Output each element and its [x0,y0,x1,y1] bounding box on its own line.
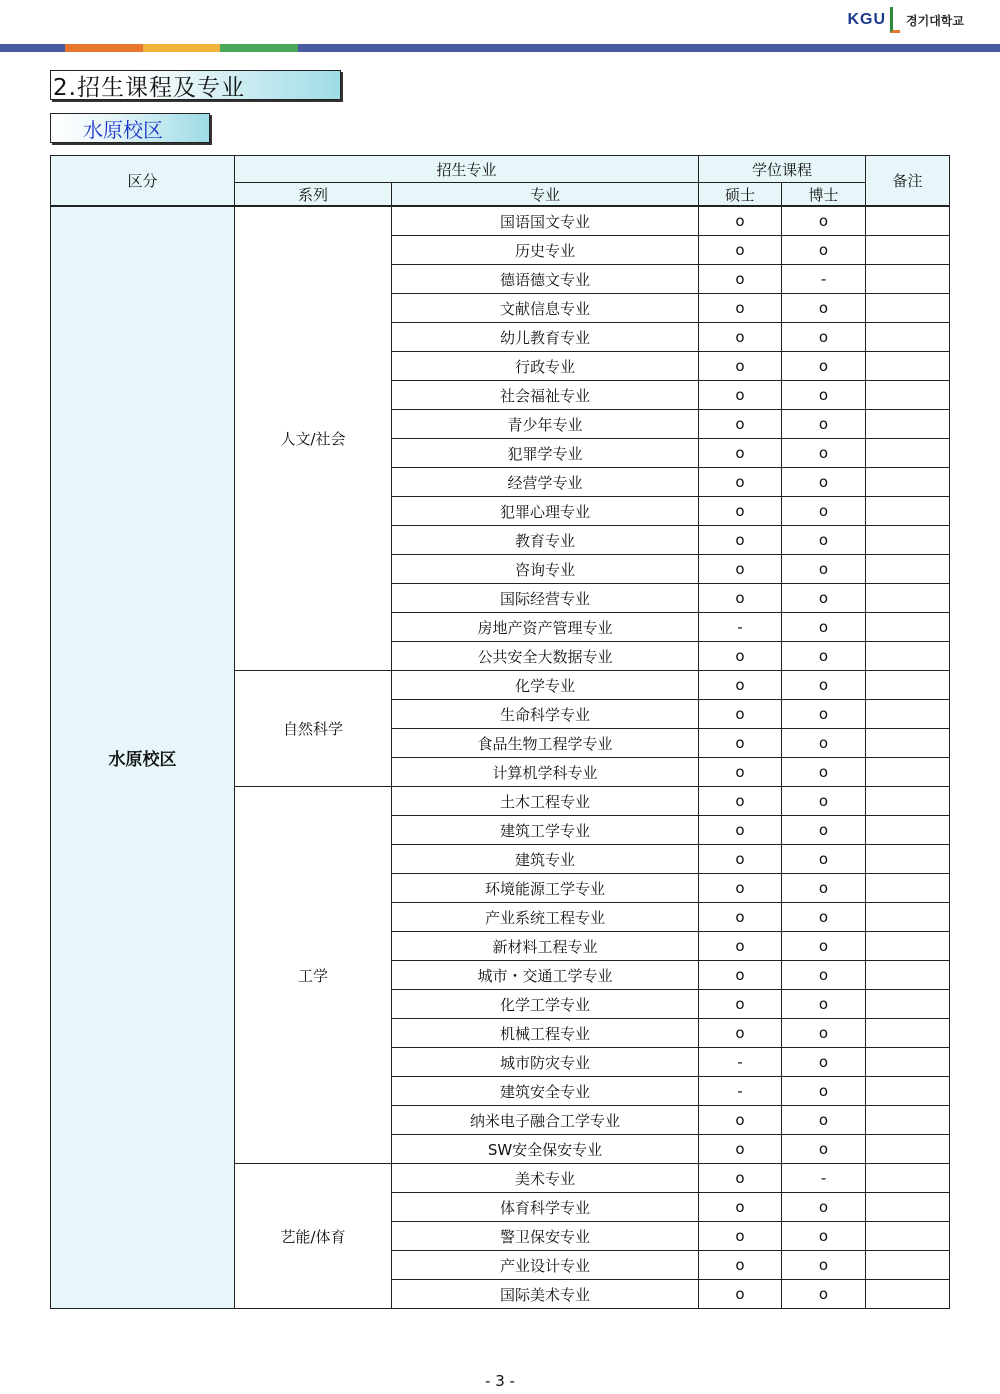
doctor-cell: o [782,1019,866,1048]
doctor-cell: o [782,990,866,1019]
master-cell: o [699,410,782,439]
campus-tab [50,113,210,143]
doctor-cell: o [782,729,866,758]
major-cell: 建筑工学专业 [392,816,699,845]
master-cell: - [699,613,782,642]
remarks-cell [866,671,950,700]
remarks-cell [866,729,950,758]
major-cell: 土木工程专业 [392,787,699,816]
master-cell: o [699,1280,782,1309]
doctor-cell: o [782,410,866,439]
master-cell: o [699,874,782,903]
doctor-cell: o [782,1193,866,1222]
campus-tab-label: 水原校区 [83,117,163,142]
remarks-cell [866,1280,950,1309]
remarks-cell [866,787,950,816]
major-cell: 机械工程专业 [392,1019,699,1048]
header-color-bar [0,44,1000,52]
major-cell: 建筑专业 [392,845,699,874]
remarks-cell [866,236,950,265]
major-cell: 警卫保安专业 [392,1222,699,1251]
section-heading [50,70,341,100]
master-cell: o [699,497,782,526]
remarks-cell [866,1077,950,1106]
doctor-cell: o [782,1106,866,1135]
doctor-cell: o [782,294,866,323]
doctor-cell: o [782,352,866,381]
master-cell: o [699,555,782,584]
master-cell: o [699,642,782,671]
remarks-cell [866,758,950,787]
master-cell: o [699,961,782,990]
doctor-cell: o [782,323,866,352]
major-cell: 食品生物工程学专业 [392,729,699,758]
kgu-logo [847,4,964,36]
master-cell: o [699,1019,782,1048]
doctor-cell: o [782,1077,866,1106]
majors-table-container [50,155,949,1309]
doctor-cell: o [782,1222,866,1251]
header-series: 系列 [235,183,392,207]
remarks-cell [866,439,950,468]
doctor-cell: - [782,265,866,294]
major-cell: 犯罪心理专业 [392,497,699,526]
remarks-cell [866,526,950,555]
remarks-cell [866,613,950,642]
major-cell: 产业系统工程专业 [392,903,699,932]
major-cell: 国际经营专业 [392,584,699,613]
major-cell: 产业设计专业 [392,1251,699,1280]
master-cell: o [699,671,782,700]
doctor-cell: o [782,816,866,845]
remarks-cell [866,497,950,526]
master-cell: o [699,1251,782,1280]
remarks-cell [866,1019,950,1048]
master-cell: o [699,787,782,816]
remarks-cell [866,352,950,381]
major-cell: 化学工学专业 [392,990,699,1019]
section-title: 2.招生课程及专业 [53,74,245,101]
master-cell: o [699,294,782,323]
major-cell: 城市防灾专业 [392,1048,699,1077]
master-cell: o [699,990,782,1019]
major-cell: 环境能源工学专业 [392,874,699,903]
master-cell: - [699,1048,782,1077]
remarks-cell [866,294,950,323]
master-cell: o [699,352,782,381]
remarks-cell [866,323,950,352]
header-master: 硕士 [699,183,782,207]
series-cell: 艺能/体育 [235,1164,392,1309]
remarks-cell [866,1048,950,1077]
remarks-cell [866,642,950,671]
doctor-cell: o [782,526,866,555]
major-cell: 行政专业 [392,352,699,381]
remarks-cell [866,381,950,410]
master-cell: o [699,265,782,294]
major-cell: 文献信息专业 [392,294,699,323]
master-cell: o [699,932,782,961]
major-cell: 教育专业 [392,526,699,555]
header-remarks: 备注 [866,156,950,207]
major-cell: 幼儿教育专业 [392,323,699,352]
doctor-cell: o [782,1048,866,1077]
major-cell: 房地产资产管理专业 [392,613,699,642]
master-cell: o [699,323,782,352]
master-cell: o [699,700,782,729]
remarks-cell [866,468,950,497]
doctor-cell: o [782,584,866,613]
logo-name: 경기대학교 [906,13,964,28]
header-admission-major: 招生专业 [235,156,699,183]
header-degree-course: 学位课程 [699,156,866,183]
doctor-cell: o [782,903,866,932]
remarks-cell [866,206,950,236]
remarks-cell [866,410,950,439]
master-cell: o [699,439,782,468]
remarks-cell [866,874,950,903]
major-cell: 新材料工程专业 [392,932,699,961]
major-cell: 体育科学专业 [392,1193,699,1222]
major-cell: 纳米电子融合工学专业 [392,1106,699,1135]
master-cell: o [699,206,782,236]
master-cell: o [699,584,782,613]
major-cell: 历史专业 [392,236,699,265]
master-cell: o [699,758,782,787]
remarks-cell [866,961,950,990]
remarks-cell [866,932,950,961]
master-cell: o [699,1222,782,1251]
page-number: - 3 - [485,1372,515,1390]
remarks-cell [866,1135,950,1164]
remarks-cell [866,816,950,845]
series-cell: 自然科学 [235,671,392,787]
major-cell: 化学专业 [392,671,699,700]
header-major: 专业 [392,183,699,207]
table-body [51,206,950,1309]
remarks-cell [866,845,950,874]
doctor-cell: o [782,874,866,903]
master-cell: o [699,236,782,265]
major-cell: 犯罪学专业 [392,439,699,468]
doctor-cell: o [782,671,866,700]
doctor-cell: o [782,961,866,990]
remarks-cell [866,990,950,1019]
doctor-cell: o [782,758,866,787]
doctor-cell: o [782,932,866,961]
major-cell: 国际美术专业 [392,1280,699,1309]
doctor-cell: o [782,613,866,642]
doctor-cell: o [782,236,866,265]
master-cell: o [699,903,782,932]
series-cell: 人文/社会 [235,206,392,671]
major-cell: 计算机学科专业 [392,758,699,787]
doctor-cell: o [782,1280,866,1309]
major-cell: 城市・交通工学专业 [392,961,699,990]
header-division: 区分 [51,156,235,207]
major-cell: 德语德文专业 [392,265,699,294]
campus-cell: 水原校区 [51,206,235,1309]
doctor-cell: o [782,787,866,816]
logo-abbr: KGU [847,11,887,28]
doctor-cell: o [782,642,866,671]
remarks-cell [866,903,950,932]
master-cell: o [699,468,782,497]
remarks-cell [866,555,950,584]
remarks-cell [866,584,950,613]
remarks-cell [866,265,950,294]
doctor-cell: o [782,497,866,526]
remarks-cell [866,1222,950,1251]
doctor-cell: o [782,468,866,497]
remarks-cell [866,1251,950,1280]
master-cell: o [699,729,782,758]
remarks-cell [866,1106,950,1135]
remarks-cell [866,1193,950,1222]
master-cell: o [699,1164,782,1193]
remarks-cell [866,700,950,729]
major-cell: 经营学专业 [392,468,699,497]
master-cell: o [699,381,782,410]
master-cell: o [699,816,782,845]
master-cell: o [699,1193,782,1222]
major-cell: 咨询专业 [392,555,699,584]
doctor-cell: o [782,439,866,468]
doctor-cell: o [782,1135,866,1164]
table-row [51,206,950,236]
series-cell: 工学 [235,787,392,1164]
doctor-cell: o [782,206,866,236]
master-cell: o [699,1135,782,1164]
header-doctor: 博士 [782,183,866,207]
major-cell: 青少年专业 [392,410,699,439]
master-cell: - [699,1077,782,1106]
major-cell: 国语国文专业 [392,206,699,236]
master-cell: o [699,1106,782,1135]
major-cell: 社会福祉专业 [392,381,699,410]
major-cell: 生命科学专业 [392,700,699,729]
major-cell: SW安全保安专业 [392,1135,699,1164]
master-cell: o [699,845,782,874]
major-cell: 建筑安全专业 [392,1077,699,1106]
logo-mark-icon [890,7,900,33]
doctor-cell: o [782,381,866,410]
doctor-cell: o [782,1251,866,1280]
master-cell: o [699,526,782,555]
major-cell: 美术专业 [392,1164,699,1193]
doctor-cell: o [782,700,866,729]
doctor-cell: o [782,845,866,874]
major-cell: 公共安全大数据专业 [392,642,699,671]
doctor-cell: - [782,1164,866,1193]
remarks-cell [866,1164,950,1193]
majors-table [50,155,950,1309]
doctor-cell: o [782,555,866,584]
